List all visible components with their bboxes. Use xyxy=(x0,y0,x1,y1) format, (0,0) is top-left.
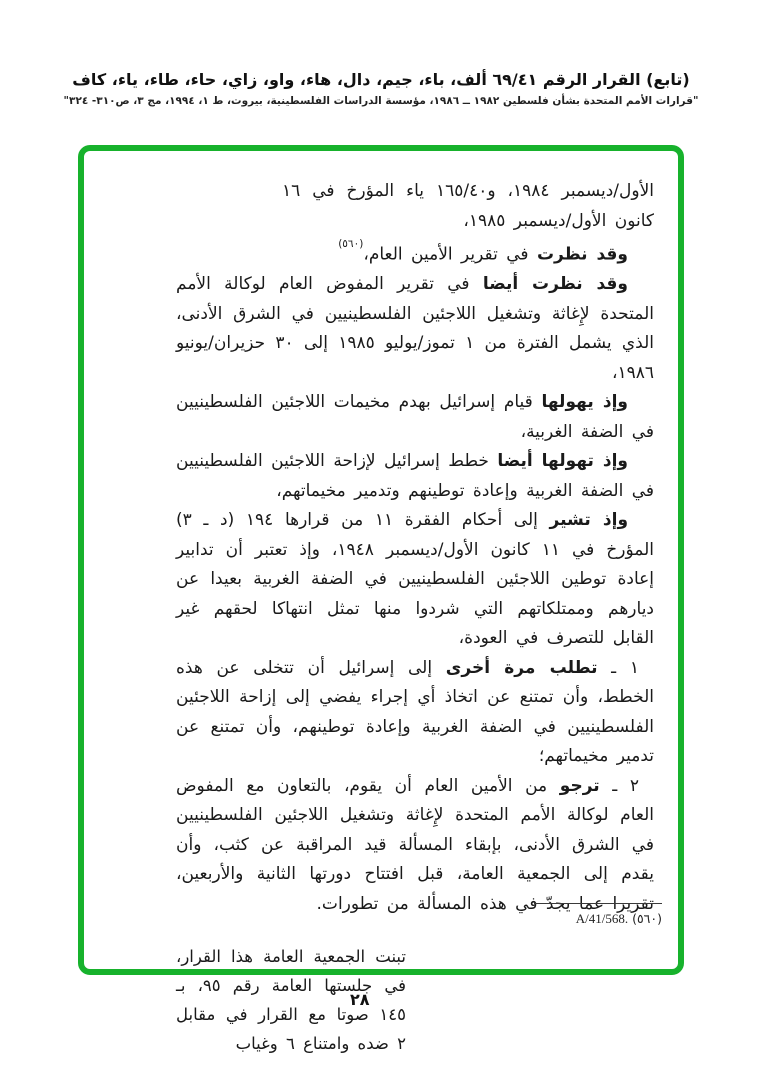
paragraph-text: إلى أحكام الفقرة ١١ من قرارها ١٩٤ (د ـ ٣) المؤرخ في ١١ كانون الأول/ديسمبر ١٩٤٨، وإذ تعتبر أن تدابير إعادة توطين اللاجئين الفلسطينيين في الضفة الغربية بعيدا عن ديارهم وممتلكاتهم التي شردوا منها تمثل انتهاكا لحقهم غير القابل للتصرف في العودة، xyxy=(176,510,654,649)
footnote-block xyxy=(534,903,662,927)
operative-paragraph-1 xyxy=(176,654,654,772)
paragraph-lead: وقد نظرت أيضا xyxy=(482,274,628,295)
paragraph-text: إلى إسرائيل أن تتخلى عن هذه الخطط، وأن تمتنع عن اتخاذ أي إجراء يفضي إلى إزاحة اللاجئين الفلسطينيين في الضفة الغربية وإعادة توطينهم، وأن تمتنع عن تدمير مخيماتهم؛ xyxy=(176,657,654,767)
paragraph-number: ١ ـ xyxy=(597,657,640,678)
paragraph-lead: تطلب مرة أخرى xyxy=(445,657,598,678)
footnote-rule xyxy=(534,903,662,904)
paragraph-text: في تقرير الأمين العام، xyxy=(363,244,537,265)
operative-paragraph-2 xyxy=(176,772,654,920)
page-number: ٢٨ xyxy=(350,990,370,1009)
paragraph-text: من الأمين العام أن يقوم، بالتعاون مع المفوض العام لوكالة الأمم المتحدة لإِغاثة وتشغيل اللاجئين الفلسطينيين في الشرق الأدنى، بإبقاء المسألة قيد المراقبة عن كثب، وأن يقدم إلى الجمعية العامة، قبل افتتاح دورتها الثانية والأربعين، تقريرا عما يجدّ في هذه المسألة من تطورات. xyxy=(176,775,654,914)
preamble-paragraph xyxy=(176,506,654,654)
paragraph-number: ٢ ـ xyxy=(599,775,639,796)
footnote-marker: (٥٦٠) xyxy=(632,911,662,926)
continuation-text: الأول/ديسمبر ١٩٨٤، و١٦٥/٤٠ ياء المؤرخ في ١٦ كانون الأول/ديسمبر ١٩٨٥، xyxy=(282,181,655,231)
paragraph-lead: وقد نظرت xyxy=(536,244,628,265)
preamble-paragraph xyxy=(176,388,654,447)
paragraph-text: خطط إسرائيل لإزاحة اللاجئين الفلسطينيين في الضفة الغربية وإعادة توطينهم وتدمير مخيماتهم، xyxy=(176,451,654,501)
preamble-paragraph xyxy=(176,270,654,388)
paragraph-lead: وإذ يهولها xyxy=(541,392,629,413)
adoption-note: تبنت الجمعية العامة هذا القرار، في جلستها العامة رقم ٩٥، بـ ١٤٥ صوتا مع القرار في مقابل ٢ ضده وامتناع ٦ وغياب xyxy=(176,947,406,1054)
paragraph-lead: ترجو xyxy=(559,775,600,796)
paragraph-text: قيام إسرائيل بهدم مخيمات اللاجئين الفلسطينيين في الضفة الغربية، xyxy=(176,392,654,442)
preamble-paragraph xyxy=(176,447,654,506)
footnote-reference-marker: (٥٦٠) xyxy=(338,238,364,250)
footnote-document-symbol: A/41/568. xyxy=(575,911,629,926)
paragraph-lead: وإذ تشير xyxy=(549,510,629,531)
footnote-line xyxy=(534,911,662,927)
paragraph-text: في تقرير المفوض العام لوكالة الأمم المتحدة لإِغاثة وتشغيل اللاجئين الفلسطينيين في الشرق الأدنى، الذي يشمل الفترة من ١ تموز/يوليو ١٩٨٥ إلى ٣٠ حزيران/يونيو ١٩٨٦، xyxy=(176,274,654,383)
continuation-paragraph xyxy=(282,177,654,236)
page-header xyxy=(0,70,762,107)
resolution-title: (تابع) القرار الرقم ٦٩/٤١ ألف، باء، جيم، دال، هاء، واو، زاي، حاء، طاء، ياء، كاف xyxy=(72,70,690,89)
source-citation: "قرارات الأمم المتحدة بشأن فلسطين ١٩٨٢ ــ ١٩٨٦، مؤسسة الدراسات الفلسطينية، بيروت، ط ١، ١٩٩٤، مج ٣، ص٣١٠- ٣٢٤" xyxy=(63,95,699,107)
preamble-paragraph-considered xyxy=(282,236,654,270)
paragraph-lead: وإذ تهولها أيضا xyxy=(497,451,629,472)
